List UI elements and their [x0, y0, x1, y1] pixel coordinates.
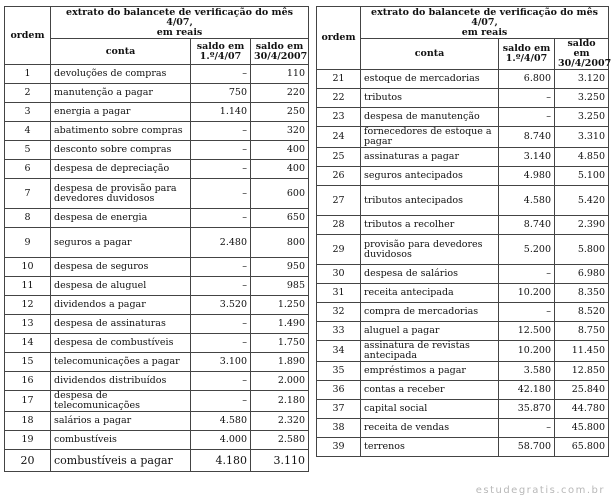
row-conta: seguros a pagar — [51, 228, 191, 258]
row-conta: despesa de manutenção — [361, 108, 499, 127]
row-conta: despesa de aluguel — [51, 277, 191, 296]
row-ordem: 30 — [317, 265, 361, 284]
header-extrato — [361, 7, 609, 39]
table-row — [5, 141, 309, 160]
row-conta: compra de mercadorias — [361, 303, 499, 322]
row-saldo2: 220 — [251, 84, 309, 103]
row-ordem: 9 — [5, 228, 51, 258]
row-ordem: 8 — [5, 209, 51, 228]
table-row — [5, 277, 309, 296]
row-ordem: 17 — [5, 391, 51, 412]
table-row — [5, 84, 309, 103]
row-conta: devoluções de compras — [51, 65, 191, 84]
row-saldo1: 35.870 — [499, 400, 555, 419]
row-saldo1: 4.580 — [191, 412, 251, 431]
row-saldo2: 250 — [251, 103, 309, 122]
row-saldo2: 3.250 — [555, 108, 609, 127]
row-saldo1: 58.700 — [499, 438, 555, 457]
row-saldo1: 12.500 — [499, 322, 555, 341]
header-title: extrato do balancete de verificação do mês 4/07, — [66, 6, 293, 28]
balancete-table-right — [316, 6, 609, 457]
row-ordem: 31 — [317, 284, 361, 303]
row-saldo1: – — [191, 372, 251, 391]
row-ordem: 12 — [5, 296, 51, 315]
row-saldo1: – — [191, 122, 251, 141]
table-row — [5, 412, 309, 431]
row-ordem: 34 — [317, 341, 361, 362]
row-ordem: 19 — [5, 431, 51, 450]
row-ordem: 7 — [5, 179, 51, 209]
row-conta: despesa de provisão para devedores duvidosos — [51, 179, 191, 209]
table-row — [5, 353, 309, 372]
row-saldo2: 400 — [251, 141, 309, 160]
row-saldo2: 3.250 — [555, 89, 609, 108]
row-conta: assinaturas a pagar — [361, 148, 499, 167]
row-conta: receita de vendas — [361, 419, 499, 438]
table-row — [5, 315, 309, 334]
table-row — [317, 70, 609, 89]
table-row — [5, 103, 309, 122]
row-saldo1: – — [191, 179, 251, 209]
balancete-table-left — [4, 6, 309, 472]
header-subtitle: em reais — [461, 26, 508, 38]
row-conta: despesa de telecomunicações — [51, 391, 191, 412]
table-row — [317, 186, 609, 216]
row-saldo1: 6.800 — [499, 70, 555, 89]
row-saldo2: 45.800 — [555, 419, 609, 438]
header-conta: conta — [51, 39, 191, 65]
row-conta: estoque de mercadorias — [361, 70, 499, 89]
row-saldo2: 400 — [251, 160, 309, 179]
row-ordem: 39 — [317, 438, 361, 457]
row-ordem: 27 — [317, 186, 361, 216]
row-conta: despesa de energia — [51, 209, 191, 228]
row-saldo1: 10.200 — [499, 284, 555, 303]
row-saldo2: 3.310 — [555, 127, 609, 148]
row-conta: tributos a recolher — [361, 216, 499, 235]
row-saldo1: 4.000 — [191, 431, 251, 450]
row-conta: capital social — [361, 400, 499, 419]
table-row — [5, 122, 309, 141]
row-ordem: 28 — [317, 216, 361, 235]
row-conta: tributos — [361, 89, 499, 108]
row-saldo1: 3.520 — [191, 296, 251, 315]
table-row — [317, 216, 609, 235]
row-conta: dividendos distribuídos — [51, 372, 191, 391]
row-saldo2: 3.110 — [251, 450, 309, 472]
row-saldo1: – — [499, 89, 555, 108]
row-conta: despesa de assinaturas — [51, 315, 191, 334]
row-saldo2: 650 — [251, 209, 309, 228]
table-row — [5, 65, 309, 84]
row-saldo1: 3.100 — [191, 353, 251, 372]
table-row — [317, 167, 609, 186]
row-saldo2: 8.750 — [555, 322, 609, 341]
row-ordem: 15 — [5, 353, 51, 372]
row-ordem: 10 — [5, 258, 51, 277]
row-conta: seguros antecipados — [361, 167, 499, 186]
row-conta: tributos antecipados — [361, 186, 499, 216]
table-row — [317, 341, 609, 362]
row-conta: provisão para devedores duvidosos — [361, 235, 499, 265]
table-row — [317, 381, 609, 400]
row-saldo2: 1.250 — [251, 296, 309, 315]
header-title: extrato do balancete de verificação do mês 4/07, — [371, 6, 598, 28]
table-row — [5, 391, 309, 412]
row-conta: desconto sobre compras — [51, 141, 191, 160]
row-ordem: 36 — [317, 381, 361, 400]
row-saldo2: 1.490 — [251, 315, 309, 334]
header-ordem: ordem — [317, 7, 361, 70]
row-saldo1: – — [499, 419, 555, 438]
row-saldo2: 3.120 — [555, 70, 609, 89]
header-saldo1: saldo em 1.º/4/07 — [499, 39, 555, 70]
row-ordem: 38 — [317, 419, 361, 438]
row-saldo1: 1.140 — [191, 103, 251, 122]
row-saldo1: – — [191, 258, 251, 277]
table-row — [5, 334, 309, 353]
table-row — [317, 284, 609, 303]
row-saldo1: – — [191, 141, 251, 160]
row-saldo1: 4.980 — [499, 167, 555, 186]
row-saldo1: 2.480 — [191, 228, 251, 258]
table-row — [5, 179, 309, 209]
header-subtitle: em reais — [156, 26, 203, 38]
table-row — [317, 400, 609, 419]
row-conta: receita antecipada — [361, 284, 499, 303]
row-ordem: 13 — [5, 315, 51, 334]
row-saldo1: – — [191, 334, 251, 353]
row-saldo1: 3.140 — [499, 148, 555, 167]
table-row — [317, 438, 609, 457]
row-saldo2: 2.580 — [251, 431, 309, 450]
row-saldo2: 600 — [251, 179, 309, 209]
table-row — [317, 89, 609, 108]
table-row — [5, 450, 309, 472]
row-saldo1: 4.180 — [191, 450, 251, 472]
row-saldo2: 44.780 — [555, 400, 609, 419]
table-row — [317, 108, 609, 127]
row-ordem: 21 — [317, 70, 361, 89]
row-saldo2: 2.000 — [251, 372, 309, 391]
row-saldo1: – — [191, 209, 251, 228]
row-conta: assinatura de revistas antecipada — [361, 341, 499, 362]
header-conta: conta — [361, 39, 499, 70]
row-saldo2: 1.890 — [251, 353, 309, 372]
header-saldo1: saldo em 1.º/4/07 — [191, 39, 251, 65]
row-saldo2: 6.980 — [555, 265, 609, 284]
row-ordem: 24 — [317, 127, 361, 148]
row-ordem: 25 — [317, 148, 361, 167]
row-ordem: 37 — [317, 400, 361, 419]
row-ordem: 20 — [5, 450, 51, 472]
row-ordem: 6 — [5, 160, 51, 179]
row-saldo1: – — [191, 160, 251, 179]
table-row — [317, 419, 609, 438]
row-ordem: 26 — [317, 167, 361, 186]
row-saldo2: 2.180 — [251, 391, 309, 412]
row-saldo1: – — [191, 391, 251, 412]
row-saldo2: 985 — [251, 277, 309, 296]
row-conta: despesa de seguros — [51, 258, 191, 277]
table-row — [317, 303, 609, 322]
row-saldo1: 3.580 — [499, 362, 555, 381]
row-saldo1: – — [499, 303, 555, 322]
table-row — [317, 127, 609, 148]
row-saldo1: – — [191, 277, 251, 296]
row-ordem: 33 — [317, 322, 361, 341]
row-conta: despesa de combustíveis — [51, 334, 191, 353]
row-conta: despesa de depreciação — [51, 160, 191, 179]
row-saldo1: – — [191, 65, 251, 84]
row-saldo1: 8.740 — [499, 216, 555, 235]
header-ordem: ordem — [5, 7, 51, 65]
row-ordem: 3 — [5, 103, 51, 122]
row-conta: energia a pagar — [51, 103, 191, 122]
row-saldo2: 5.420 — [555, 186, 609, 216]
row-saldo2: 950 — [251, 258, 309, 277]
header-extrato — [51, 7, 309, 39]
row-ordem: 29 — [317, 235, 361, 265]
row-saldo2: 4.850 — [555, 148, 609, 167]
row-saldo2: 1.750 — [251, 334, 309, 353]
row-saldo2: 800 — [251, 228, 309, 258]
row-ordem: 11 — [5, 277, 51, 296]
row-conta: aluguel a pagar — [361, 322, 499, 341]
row-saldo2: 12.850 — [555, 362, 609, 381]
row-saldo2: 65.800 — [555, 438, 609, 457]
table-row — [5, 160, 309, 179]
table-row — [5, 431, 309, 450]
table-row — [317, 265, 609, 284]
row-ordem: 35 — [317, 362, 361, 381]
row-ordem: 1 — [5, 65, 51, 84]
row-ordem: 23 — [317, 108, 361, 127]
row-saldo2: 8.520 — [555, 303, 609, 322]
row-ordem: 32 — [317, 303, 361, 322]
row-saldo1: 10.200 — [499, 341, 555, 362]
row-conta: combustíveis a pagar — [51, 450, 191, 472]
table-row — [5, 209, 309, 228]
row-saldo1: – — [499, 108, 555, 127]
row-saldo2: 320 — [251, 122, 309, 141]
row-saldo1: 42.180 — [499, 381, 555, 400]
table-row — [317, 235, 609, 265]
row-conta: empréstimos a pagar — [361, 362, 499, 381]
row-saldo2: 110 — [251, 65, 309, 84]
row-conta: fornecedores de estoque a pagar — [361, 127, 499, 148]
row-ordem: 2 — [5, 84, 51, 103]
table-row — [317, 362, 609, 381]
row-ordem: 4 — [5, 122, 51, 141]
header-saldo2: saldo em 30/4/2007 — [251, 39, 309, 65]
row-saldo1: – — [191, 315, 251, 334]
row-saldo2: 5.800 — [555, 235, 609, 265]
table-row — [5, 228, 309, 258]
row-saldo1: 4.580 — [499, 186, 555, 216]
table-row — [5, 258, 309, 277]
row-conta: terrenos — [361, 438, 499, 457]
row-ordem: 16 — [5, 372, 51, 391]
row-conta: manutenção a pagar — [51, 84, 191, 103]
row-saldo2: 11.450 — [555, 341, 609, 362]
row-saldo1: 5.200 — [499, 235, 555, 265]
table-row — [317, 148, 609, 167]
row-ordem: 14 — [5, 334, 51, 353]
table-row — [5, 296, 309, 315]
row-saldo2: 25.840 — [555, 381, 609, 400]
row-conta: contas a receber — [361, 381, 499, 400]
row-conta: dividendos a pagar — [51, 296, 191, 315]
row-saldo2: 8.350 — [555, 284, 609, 303]
header-saldo2: saldo em 30/4/2007 — [555, 39, 609, 70]
row-ordem: 22 — [317, 89, 361, 108]
table-row — [5, 372, 309, 391]
row-conta: abatimento sobre compras — [51, 122, 191, 141]
row-saldo1: 8.740 — [499, 127, 555, 148]
row-saldo2: 2.320 — [251, 412, 309, 431]
row-saldo2: 5.100 — [555, 167, 609, 186]
row-conta: despesa de salários — [361, 265, 499, 284]
row-ordem: 18 — [5, 412, 51, 431]
row-ordem: 5 — [5, 141, 51, 160]
row-saldo1: 750 — [191, 84, 251, 103]
row-conta: combustíveis — [51, 431, 191, 450]
row-conta: telecomunicações a pagar — [51, 353, 191, 372]
table-row — [317, 322, 609, 341]
row-saldo1: – — [499, 265, 555, 284]
row-saldo2: 2.390 — [555, 216, 609, 235]
row-conta: salários a pagar — [51, 412, 191, 431]
watermark: estudegratis.com.br — [475, 485, 605, 496]
